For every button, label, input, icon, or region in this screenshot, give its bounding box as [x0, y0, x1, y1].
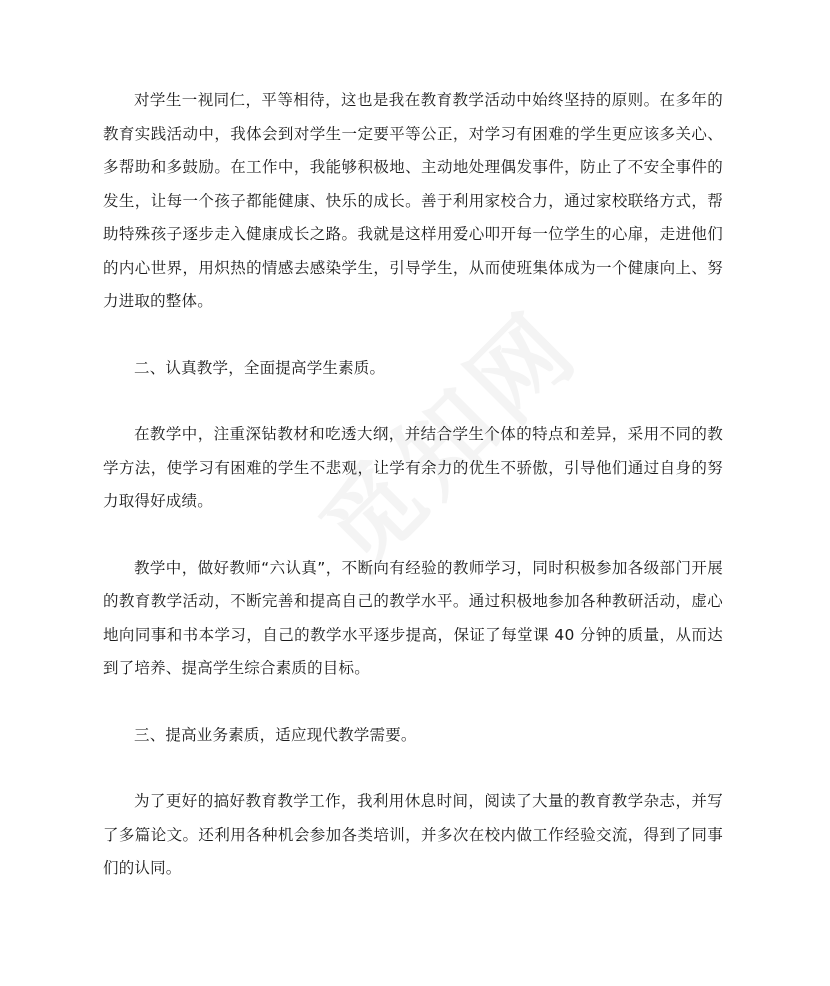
paragraph-six-diligences: 教学中，做好教师“六认真”，不断向有经验的教师学习，同时积极参加各级部门开展的教育教学活动，不断完善和提高自己的教学水平。通过积极地参加各种教研活动，虚心地向同事和书本学习，自己的教学水平逐步提高，保证了每堂课 40 分钟的质量，从而达到了培养、提高学生综合素质的目标。 [103, 558, 723, 677]
paragraph-equal-treatment: 对学生一视同仁，平等相待，这也是我在教育教学活动中始终坚持的原则。在多年的教育实践活动中，我体会到对学生一定要平等公正，对学习有困难的学生更应该多关心、多帮助和多鼓励。在工作中，我能够积极地、主动地处理偶发事件，防止了不安全事件的发生，让每一个孩子都能健康、快乐的成长。善于利用家校合力，通过家校联络方式，帮助特殊孩子逐步走入健康成长之路。我就是这样用爱心叩开每一位学生的心扉，走进他们的内心世界，用炽热的情感去感染学生，引导学生，从而使班集体成为一个健康向上、努力进取的整体。 [103, 91, 723, 310]
document-body [103, 84, 723, 886]
paragraph-professional-growth: 为了更好的搞好教育教学工作，我利用休息时间，阅读了大量的教育教学杂志，并写了多篇论文。还利用各种机会参加各类培训，并多次在校内做工作经验交流，得到了同事们的认同。 [103, 792, 723, 877]
section-heading-teaching: 二、认真教学，全面提高学生素质。 [134, 358, 386, 377]
paragraph-teaching-methods: 在教学中，注重深钻教材和吃透大纲，并结合学生个体的特点和差异，采用不同的教学方法，使学习有困难的学生不悲观，让学有余力的优生不骄傲，引导他们通过自身的努力取得好成绩。 [103, 425, 723, 510]
section-heading-professional: 三、提高业务素质，适应现代教学需要。 [134, 725, 417, 744]
